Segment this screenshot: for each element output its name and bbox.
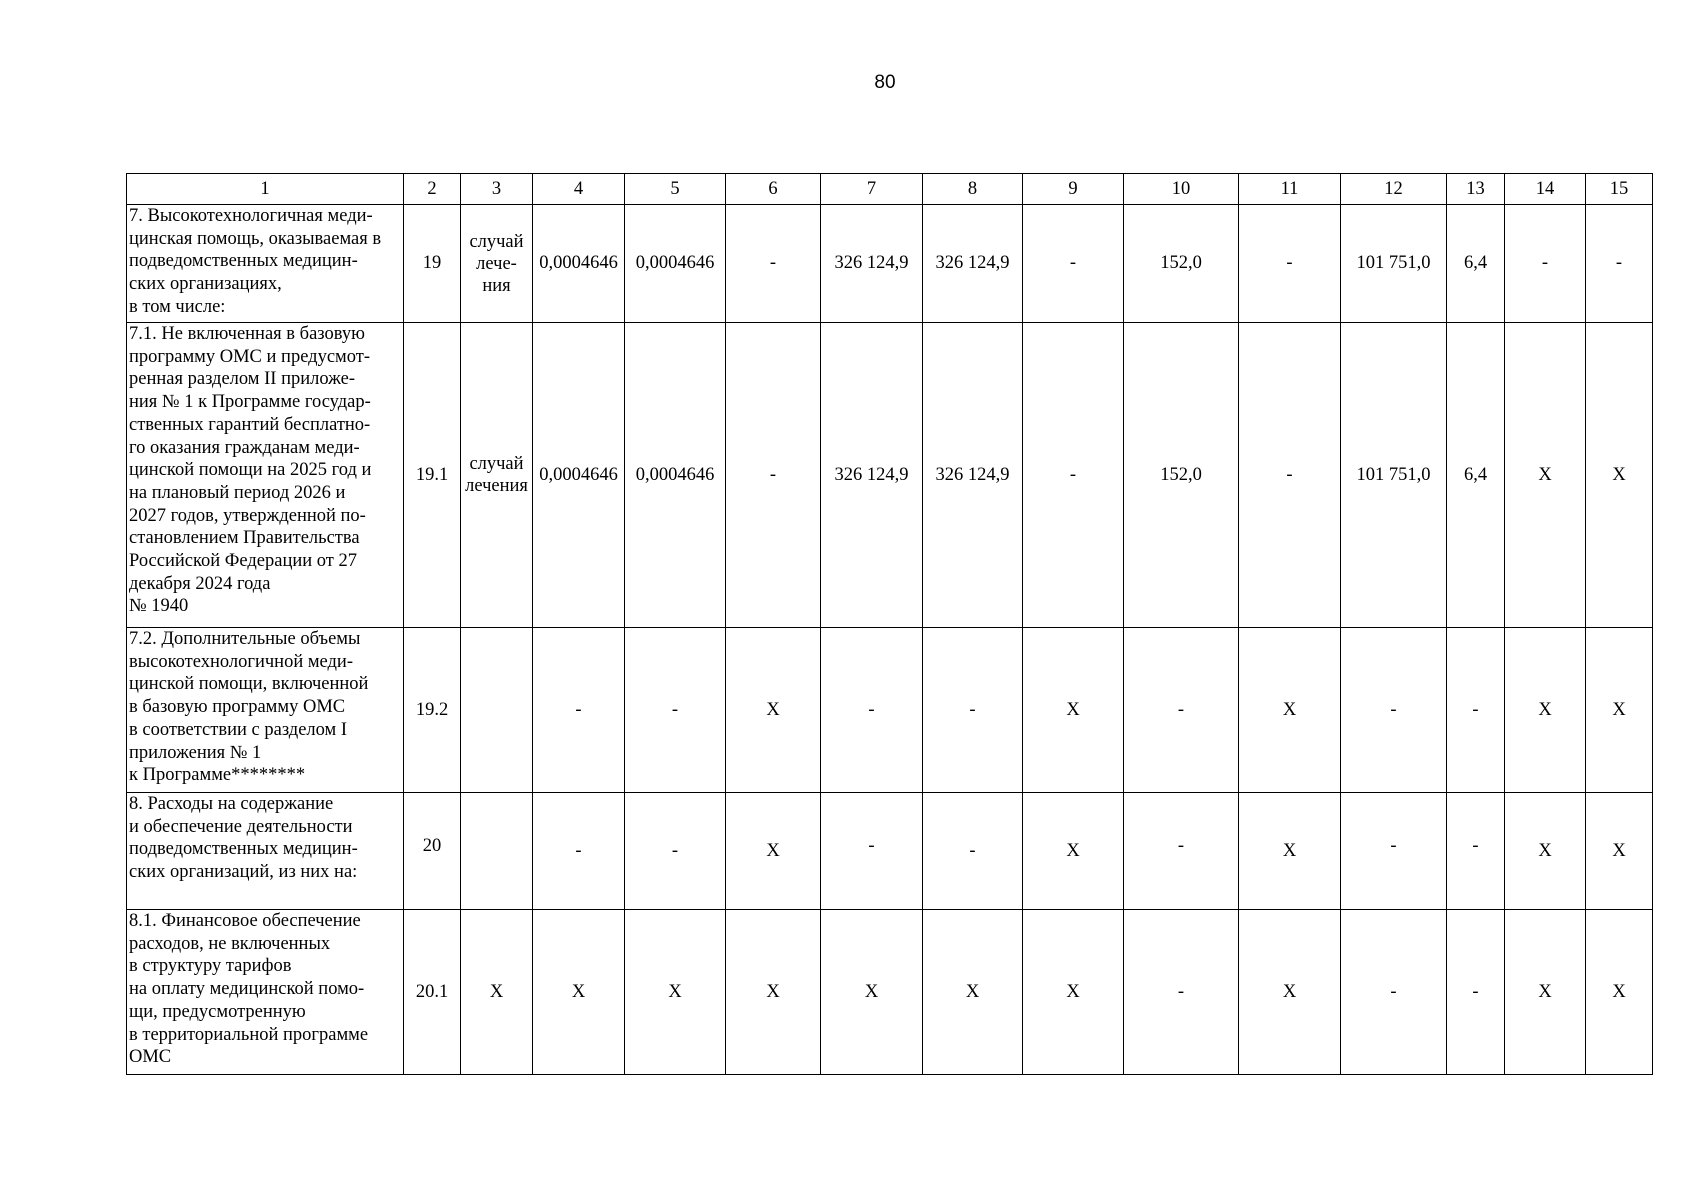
header-cell: 3 xyxy=(461,174,533,205)
cell-value: 20 xyxy=(422,835,442,856)
table-row xyxy=(127,793,1653,910)
row-description-text: 8. Расходы на содержание и обеспечение деятельности подведомственных медицин- ских организаций, из них на: xyxy=(129,794,358,883)
table-cell: 326 124,9 xyxy=(821,205,923,323)
table-cell: X xyxy=(1505,910,1586,1075)
table-cell: 152,0 xyxy=(1124,205,1239,323)
header-cell: 2 xyxy=(404,174,461,205)
table-cell: - xyxy=(1124,910,1239,1075)
header-cell: 4 xyxy=(533,174,625,205)
table-cell: X xyxy=(1023,793,1124,910)
row-description-text: 7.2. Дополнительные объемы высокотехнологичной меди- цинской помощи, включенной в базовую программу ОМС в соответствии с разделом I приложения № 1 к Программе******** xyxy=(129,629,369,786)
table-cell: X xyxy=(533,910,625,1075)
table-cell: - xyxy=(1505,205,1586,323)
table-cell: 0,0004646 xyxy=(533,205,625,323)
table-cell: X xyxy=(1586,323,1653,628)
table-cell: - xyxy=(821,628,923,793)
table-cell xyxy=(821,793,923,910)
table-cell xyxy=(461,793,533,910)
cell-value: - xyxy=(1472,835,1479,856)
table-cell: - xyxy=(923,628,1023,793)
header-cell: 8 xyxy=(923,174,1023,205)
table-cell: - xyxy=(1341,910,1447,1075)
table-cell: X xyxy=(1505,323,1586,628)
row-description-text: 8.1. Финансовое обеспечение расходов, не включенных в структуру тарифов на оплату медицинской помо- щи, предусмотренную в территориальной программе ОМС xyxy=(129,911,369,1068)
table-cell: - xyxy=(1586,205,1653,323)
table-cell: 326 124,9 xyxy=(821,323,923,628)
table-cell: 152,0 xyxy=(1124,323,1239,628)
table-cell: X xyxy=(1023,628,1124,793)
table-cell xyxy=(1447,793,1505,910)
header-cell: 14 xyxy=(1505,174,1586,205)
page-number: 80 xyxy=(874,72,896,93)
table-row xyxy=(127,323,1653,628)
header-row xyxy=(127,174,1653,205)
table-row xyxy=(127,628,1653,793)
header-cell: 6 xyxy=(726,174,821,205)
table-cell: 0,0004646 xyxy=(625,323,726,628)
cell-value: - xyxy=(868,835,875,856)
table-cell: - xyxy=(726,323,821,628)
table-row xyxy=(127,205,1653,323)
table-cell: 20.1 xyxy=(404,910,461,1075)
table-cell: - xyxy=(1447,910,1505,1075)
table-cell: 0,0004646 xyxy=(625,205,726,323)
table-cell: X xyxy=(726,910,821,1075)
row-description xyxy=(127,793,404,910)
table-cell xyxy=(1341,793,1447,910)
table-cell: X xyxy=(461,910,533,1075)
row-description xyxy=(127,910,404,1075)
table-cell: 0,0004646 xyxy=(533,323,625,628)
table-cell: X xyxy=(1023,910,1124,1075)
table-cell: - xyxy=(1124,628,1239,793)
table-cell: - xyxy=(1341,628,1447,793)
table-cell: 6,4 xyxy=(1447,205,1505,323)
table-cell: 19 xyxy=(404,205,461,323)
table-cell: X xyxy=(1239,793,1341,910)
header-cell: 11 xyxy=(1239,174,1341,205)
header-cell: 10 xyxy=(1124,174,1239,205)
table-cell: 6,4 xyxy=(1447,323,1505,628)
header-cell: 13 xyxy=(1447,174,1505,205)
table-cell xyxy=(461,628,533,793)
table-cell: - xyxy=(625,793,726,910)
table-cell: - xyxy=(1447,628,1505,793)
table-cell: X xyxy=(1586,628,1653,793)
table-cell: X xyxy=(1586,910,1653,1075)
table-cell xyxy=(1124,793,1239,910)
table-cell: - xyxy=(923,793,1023,910)
header-cell: 12 xyxy=(1341,174,1447,205)
table-cell: X xyxy=(1505,628,1586,793)
header-cell: 5 xyxy=(625,174,726,205)
unit-text: случай лече- ния xyxy=(469,231,524,296)
table-cell: X xyxy=(1239,910,1341,1075)
row-description-text: 7.1. Не включенная в базовую программу ОМС и предусмот- ренная разделом II приложе- ния № 1 к Программе государ- ственных гарантий бесплатно- го оказания гражданам меди- цинской помощи на 2025 год и на плановый период 2026 и 2027 годов, утвержденной по- становлением Правительства Российской Федерации от 27 декабря 2024 года № 1940 xyxy=(129,324,372,617)
table-cell: - xyxy=(625,628,726,793)
header-cell: 15 xyxy=(1586,174,1653,205)
row-description xyxy=(127,323,404,628)
header-cell: 7 xyxy=(821,174,923,205)
header-cell: 9 xyxy=(1023,174,1124,205)
table-cell: X xyxy=(726,793,821,910)
row-description-text: 7. Высокотехнологичная меди- цинская помощь, оказываемая в подведомственных медицин- ских организациях, в том числе: xyxy=(129,206,382,317)
table-cell: X xyxy=(821,910,923,1075)
table-cell: 101 751,0 xyxy=(1341,205,1447,323)
unit-cell xyxy=(461,205,533,323)
table-cell: 101 751,0 xyxy=(1341,323,1447,628)
table-cell: - xyxy=(533,793,625,910)
unit-text: случай лечения xyxy=(465,454,528,496)
table-cell: X xyxy=(1586,793,1653,910)
table-cell: X xyxy=(923,910,1023,1075)
unit-cell xyxy=(461,323,533,628)
table-cell: 19.1 xyxy=(404,323,461,628)
table-cell xyxy=(404,793,461,910)
table-cell: X xyxy=(1239,628,1341,793)
table-cell: 19.2 xyxy=(404,628,461,793)
table-cell: 326 124,9 xyxy=(923,205,1023,323)
table-cell: - xyxy=(533,628,625,793)
table-row xyxy=(127,910,1653,1075)
data-table xyxy=(126,173,1653,1075)
cell-value: - xyxy=(1177,835,1185,856)
table-cell: X xyxy=(625,910,726,1075)
table-cell: - xyxy=(726,205,821,323)
table-cell: X xyxy=(726,628,821,793)
table-cell: 326 124,9 xyxy=(923,323,1023,628)
row-description xyxy=(127,628,404,793)
header-cell: 1 xyxy=(127,174,404,205)
table-cell: X xyxy=(1505,793,1586,910)
table-cell: - xyxy=(1239,323,1341,628)
cell-value: - xyxy=(1390,835,1397,856)
table-cell: - xyxy=(1023,323,1124,628)
table-cell: - xyxy=(1023,205,1124,323)
table-cell: - xyxy=(1239,205,1341,323)
row-description xyxy=(127,205,404,323)
